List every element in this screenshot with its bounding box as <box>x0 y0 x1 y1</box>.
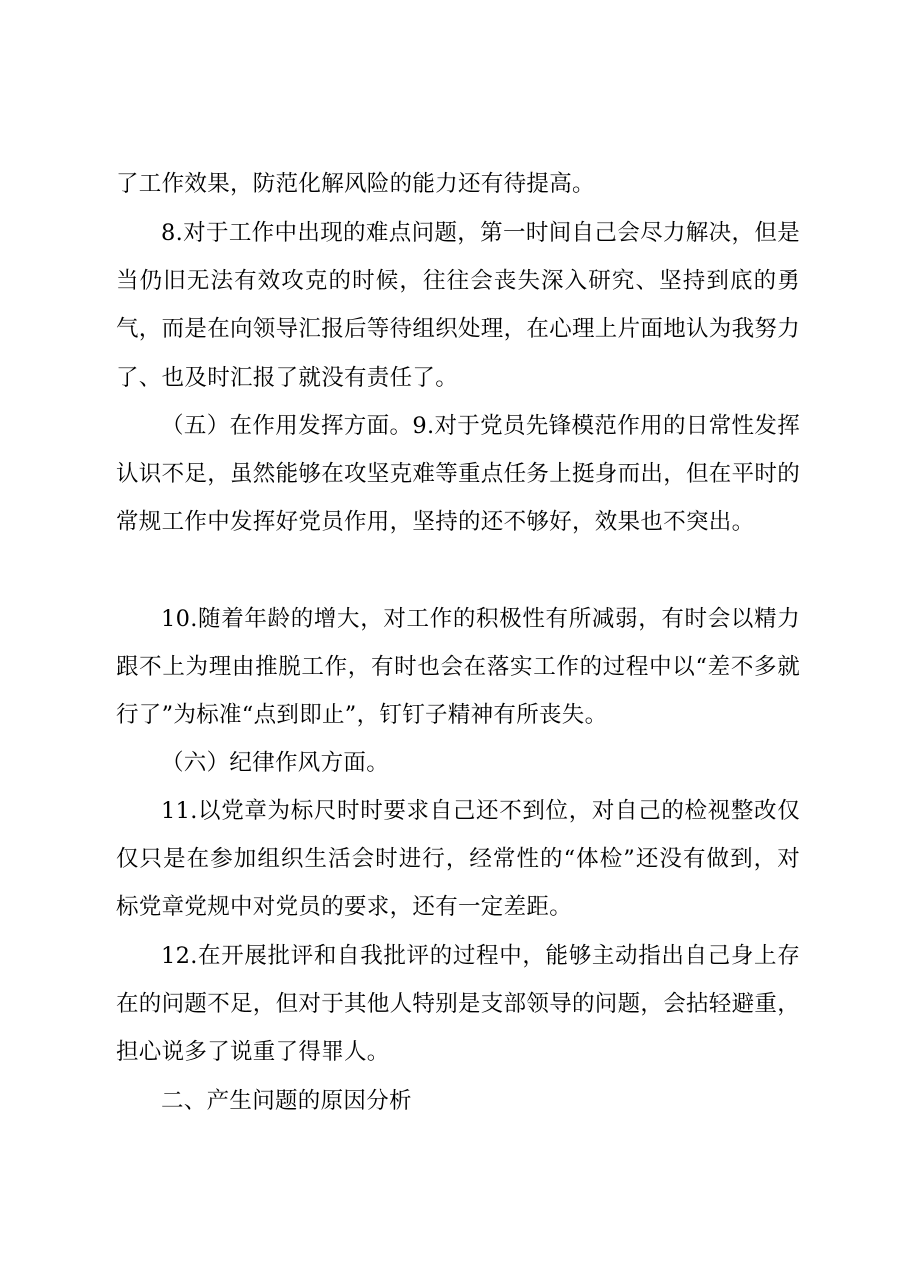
paragraph-section-5-item-9: （五）在作用发挥方面。9.对于党员先锋模范作用的日常性发挥认识不足，虽然能够在攻坚克难等重点任务上挺身而出，但在平时的常规工作中发挥好党员作用，坚持的还不够好，效果也不突出。 <box>116 413 801 536</box>
paragraph-continuation: 了工作效果，防范化解风险的能力还有待提高。 <box>116 171 595 197</box>
paragraph-item-10: 10.随着年龄的增大，对工作的积极性有所减弱，有时会以精力跟不上为理由推脱工作，有时也会在落实工作的过程中以“差不多就行了”为标准“点到即止”，钉钉子精神有所丧失。 <box>116 606 800 729</box>
paragraph-item-12: 12.在开展批评和自我批评的过程中，能够主动指出自己身上存在的问题不足，但对于其他人特别是支部领导的问题，会拈轻避重，担心说多了说重了得罪人。 <box>116 943 801 1066</box>
paragraph-item-11: 11.以党章为标尺时时要求自己还不到位，对自己的检视整改仅仅只是在参加组织生活会时进行，经常性的“体检”还没有做到，对标党章党规中对党员的要求，还有一定差距。 <box>116 798 800 921</box>
chapter-heading-2: 二、产生问题的原因分析 <box>161 1088 412 1114</box>
paragraph-item-8: 8.对于工作中出现的难点问题，第一时间自己会尽力解决，但是当仍旧无法有效攻克的时候，往往会丧失深入研究、坚持到底的勇气，而是在向领导汇报后等待组织处理，在心理上片面地认为我努力了、也及时汇报了就没有责任了。 <box>116 220 801 391</box>
section-heading-6: （六）纪律作风方面。 <box>161 750 390 776</box>
